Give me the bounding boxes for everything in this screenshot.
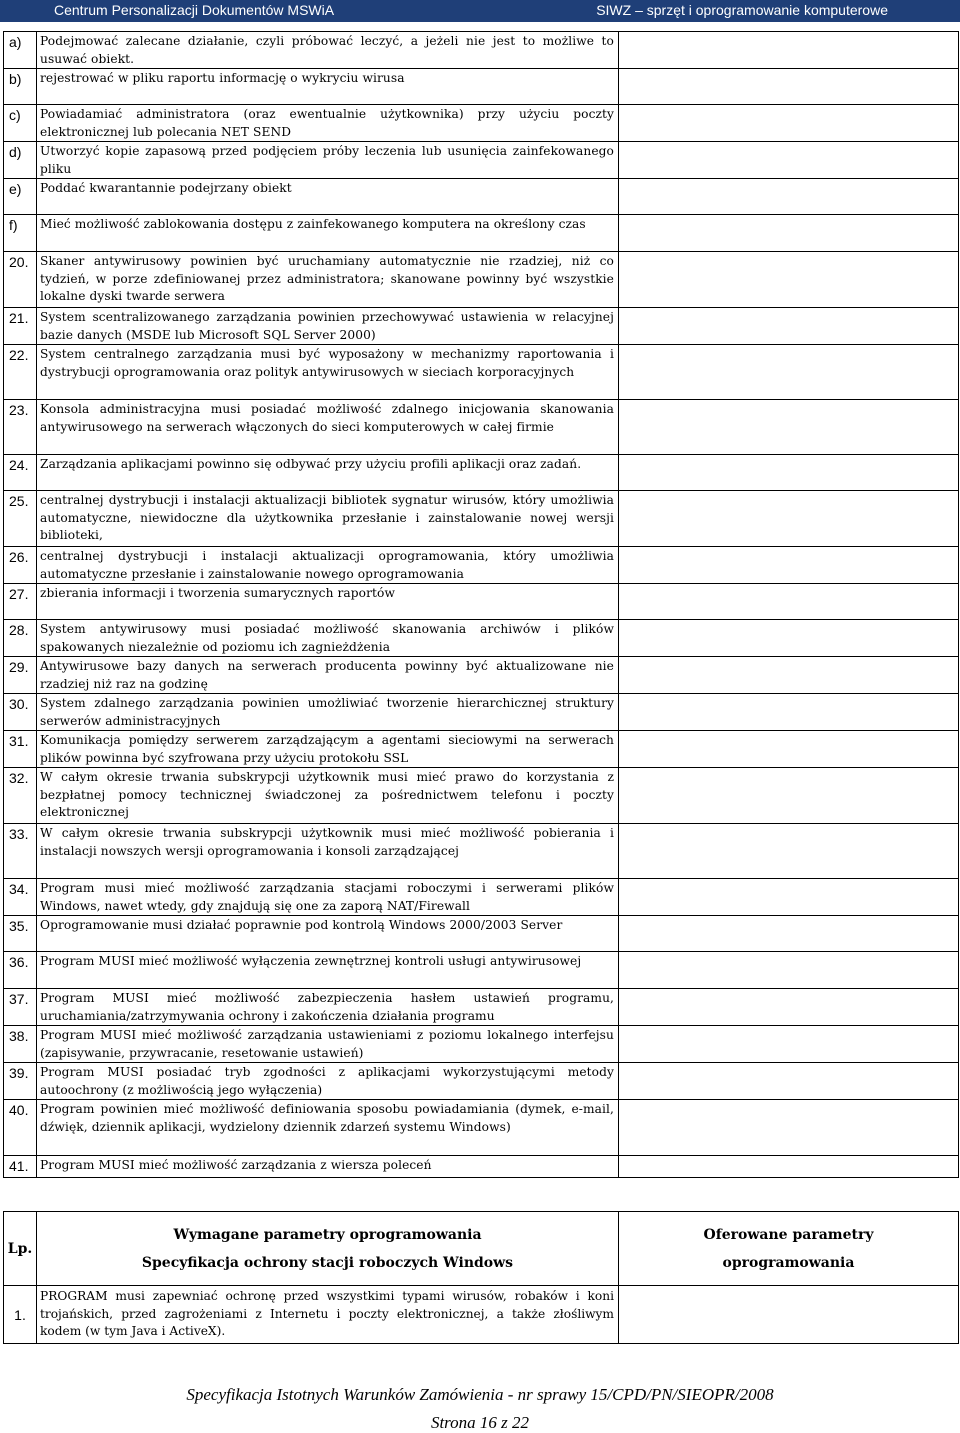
requirement-offered-cell[interactable] bbox=[619, 584, 959, 620]
requirement-offered-cell[interactable] bbox=[619, 105, 959, 142]
requirement-number: 22. bbox=[4, 345, 37, 400]
requirement-row bbox=[4, 547, 959, 584]
requirement-text: Program MUSI mieć możliwość zarządzania ustawieniami z poziomu lokalnego interfejsu (zapisywanie, przywracanie, resetowanie ustawień) bbox=[37, 1026, 619, 1063]
requirement-number: e) bbox=[4, 179, 37, 215]
requirement-text: Zarządzania aplikacjami powinno się odbywać przy użyciu profili aplikacji oraz zadań. bbox=[37, 455, 619, 491]
footer-spec-reference: Specyfikacja Istotnych Warunków Zamówienia - nr sprawy 15/CPD/PN/SIEOPR/2008 bbox=[186, 1385, 774, 1404]
requirement-offered-cell[interactable] bbox=[619, 620, 959, 657]
requirement-offered-cell[interactable] bbox=[619, 215, 959, 252]
requirement-offered-cell[interactable] bbox=[619, 1026, 959, 1063]
requirement-number: a) bbox=[4, 32, 37, 69]
requirement-text: Program musi mieć możliwość zarządzania stacjami roboczymi i serwerami plików Windows, nawet wtedy, gdy znajdują się one za zaporą NAT/Firewall bbox=[37, 879, 619, 916]
requirement-row bbox=[4, 215, 959, 252]
requirement-text: centralnej dystrybucji i instalacji aktualizacji oprogramowania, który umożliwia automatyczne przesłanie i zainstalowanie nowego oprogramowania bbox=[37, 547, 619, 584]
requirement-text: Oprogramowanie musi działać poprawnie pod kontrolą Windows 2000/2003 Server bbox=[37, 916, 619, 952]
requirement-row bbox=[4, 32, 959, 69]
requirements-table bbox=[3, 31, 959, 1178]
requirement-text: Podejmować zalecane działanie, czyli próbować leczyć, a jeżeli nie jest to możliwe to usuwać obiekt. bbox=[37, 32, 619, 69]
requirement-number: 36. bbox=[4, 952, 37, 989]
requirement-row bbox=[4, 1026, 959, 1063]
requirement-text: Mieć możliwość zablokowania dostępu z zainfekowanego komputera na określony czas bbox=[37, 215, 619, 252]
requirement-row bbox=[4, 879, 959, 916]
requirement-number: 40. bbox=[4, 1100, 37, 1156]
spec-row-offered-cell[interactable] bbox=[619, 1286, 959, 1344]
requirement-row bbox=[4, 142, 959, 179]
requirement-text: Program MUSI mieć możliwość zarządzania z wiersza poleceń bbox=[37, 1156, 619, 1178]
requirement-text: Program MUSI mieć możliwość wyłączenia zewnętrznej kontroli usługi antywirusowej bbox=[37, 952, 619, 989]
col-header-offered bbox=[619, 1212, 959, 1286]
requirement-number: d) bbox=[4, 142, 37, 179]
col-header-offered-line2: oprogramowania bbox=[722, 1254, 855, 1271]
requirement-number: 24. bbox=[4, 455, 37, 491]
spec-table-header-row bbox=[4, 1212, 959, 1286]
requirement-number: 30. bbox=[4, 694, 37, 731]
requirement-offered-cell[interactable] bbox=[619, 879, 959, 916]
requirement-offered-cell[interactable] bbox=[619, 400, 959, 455]
requirement-offered-cell[interactable] bbox=[619, 1100, 959, 1156]
requirement-text: rejestrować w pliku raportu informację o wykryciu wirusa bbox=[37, 69, 619, 105]
requirement-offered-cell[interactable] bbox=[619, 32, 959, 69]
page-header bbox=[0, 0, 960, 22]
requirement-row bbox=[4, 1156, 959, 1178]
requirement-row bbox=[4, 1063, 959, 1100]
requirements-table-body bbox=[4, 32, 959, 1178]
requirement-text: W całym okresie trwania subskrypcji użytkownik musi mieć możliwość pobierania i instalacji nowszych wersji oprogramowania i konsoli zarządzającej bbox=[37, 824, 619, 879]
requirement-text: Konsola administracyjna musi posiadać możliwość zdalnego inicjowania skanowania antywirusowego na serwerach włączonych do sieci komputerowych w całej firmie bbox=[37, 400, 619, 455]
requirement-text: System zdalnego zarządzania powinien umożliwiać tworzenie hierarchicznej struktury serwerów administracyjnych bbox=[37, 694, 619, 731]
requirement-offered-cell[interactable] bbox=[619, 952, 959, 989]
requirement-row bbox=[4, 69, 959, 105]
requirement-row bbox=[4, 1100, 959, 1156]
requirement-row bbox=[4, 455, 959, 491]
requirement-offered-cell[interactable] bbox=[619, 731, 959, 768]
requirement-number: 21. bbox=[4, 308, 37, 345]
requirement-number: 35. bbox=[4, 916, 37, 952]
requirement-row bbox=[4, 768, 959, 824]
requirement-number: 29. bbox=[4, 657, 37, 694]
col-header-required bbox=[37, 1212, 619, 1286]
requirement-text: Antywirusowe bazy danych na serwerach producenta powinny być aktualizowane nie rzadziej niż raz na godzinę bbox=[37, 657, 619, 694]
requirement-number: 25. bbox=[4, 491, 37, 547]
col-header-lp: Lp. bbox=[4, 1212, 37, 1286]
requirement-number: 23. bbox=[4, 400, 37, 455]
requirement-text: Program powinien mieć możliwość definiowania sposobu powiadamiania (dymek, e-mail, dźwięk, dziennik aplikacji, wydzielony dziennik zdarzeń systemu Windows) bbox=[37, 1100, 619, 1156]
requirement-row bbox=[4, 252, 959, 308]
requirement-number: 33. bbox=[4, 824, 37, 879]
requirement-text: Powiadamiać administratora (oraz ewentualnie użytkownika) przy użyciu poczty elektronicznej lub polecania NET SEND bbox=[37, 105, 619, 142]
requirement-offered-cell[interactable] bbox=[619, 657, 959, 694]
requirement-number: b) bbox=[4, 69, 37, 105]
requirement-number: 20. bbox=[4, 252, 37, 308]
requirement-text: System antywirusowy musi posiadać możliwość skanowania archiwów i plików spakowanych niezależnie od poziomu ich zagnieżdżenia bbox=[37, 620, 619, 657]
requirement-offered-cell[interactable] bbox=[619, 345, 959, 400]
requirement-row bbox=[4, 694, 959, 731]
requirement-offered-cell[interactable] bbox=[619, 179, 959, 215]
requirement-number: 34. bbox=[4, 879, 37, 916]
requirement-offered-cell[interactable] bbox=[619, 455, 959, 491]
requirement-number: 31. bbox=[4, 731, 37, 768]
requirement-row bbox=[4, 345, 959, 400]
requirement-text: System scentralizowanego zarządzania powinien przechowywać ustawienia w relacyjnej bazie danych (MSDE lub Microsoft SQL Server 2000) bbox=[37, 308, 619, 345]
requirement-offered-cell[interactable] bbox=[619, 142, 959, 179]
requirement-row bbox=[4, 179, 959, 215]
requirement-offered-cell[interactable] bbox=[619, 252, 959, 308]
requirement-text: System centralnego zarządzania musi być wyposażony w mechanizmy raportowania i dystrybucji oprogramowania oraz polityk antywirusowych w sieciach korporacyjnych bbox=[37, 345, 619, 400]
requirement-number: 26. bbox=[4, 547, 37, 584]
requirement-number: 41. bbox=[4, 1156, 37, 1178]
spec-row-number: 1. bbox=[4, 1286, 37, 1344]
requirement-offered-cell[interactable] bbox=[619, 694, 959, 731]
requirement-offered-cell[interactable] bbox=[619, 547, 959, 584]
requirement-row bbox=[4, 657, 959, 694]
requirement-number: 37. bbox=[4, 989, 37, 1026]
requirement-number: f) bbox=[4, 215, 37, 252]
requirement-row bbox=[4, 916, 959, 952]
requirement-offered-cell[interactable] bbox=[619, 824, 959, 879]
requirement-row bbox=[4, 824, 959, 879]
requirement-row bbox=[4, 400, 959, 455]
requirement-row bbox=[4, 731, 959, 768]
requirement-text: Poddać kwarantannie podejrzany obiekt bbox=[37, 179, 619, 215]
requirement-row bbox=[4, 105, 959, 142]
requirement-offered-cell[interactable] bbox=[619, 768, 959, 824]
col-header-required-line2: Specyfikacja ochrony stacji roboczych Windows bbox=[141, 1254, 514, 1271]
spec-row-text: PROGRAM musi zapewniać ochronę przed wszystkimi typami wirusów, robaków i koni trojańskich, przed zagrożeniami z Internetu i poczty elektronicznej, a także złośliwym kodem (w tym Java i ActiveX). bbox=[37, 1286, 619, 1344]
requirement-row bbox=[4, 584, 959, 620]
requirement-offered-cell[interactable] bbox=[619, 989, 959, 1026]
requirement-row bbox=[4, 989, 959, 1026]
requirement-row bbox=[4, 308, 959, 345]
requirement-number: 28. bbox=[4, 620, 37, 657]
requirement-text: centralnej dystrybucji i instalacji aktualizacji bibliotek sygnatur wirusów, który umożliwia automatyczne, niewidoczne dla użytkownika przesłanie i zainstalowanie nowej wersji biblioteki, bbox=[37, 491, 619, 547]
requirement-offered-cell[interactable] bbox=[619, 1156, 959, 1178]
requirement-text: W całym okresie trwania subskrypcji użytkownik musi mieć prawo do korzystania z bezpłatnej pomocy technicznej świadczonej za pośrednictwem telefonu i poczty elektronicznej bbox=[37, 768, 619, 824]
requirement-number: 39. bbox=[4, 1063, 37, 1100]
header-document-title: SIWZ – sprzęt i oprogramowanie komputerowe bbox=[596, 2, 888, 18]
col-header-offered-line1: Oferowane parametry bbox=[703, 1226, 874, 1243]
requirement-number: 38. bbox=[4, 1026, 37, 1063]
spec-table-row bbox=[4, 1286, 959, 1344]
requirement-offered-cell[interactable] bbox=[619, 1063, 959, 1100]
requirement-offered-cell[interactable] bbox=[619, 308, 959, 345]
header-organization: Centrum Personalizacji Dokumentów MSWiA bbox=[54, 2, 335, 18]
requirement-text: zbierania informacji i tworzenia sumarycznych raportów bbox=[37, 584, 619, 620]
requirement-row bbox=[4, 620, 959, 657]
requirement-offered-cell[interactable] bbox=[619, 916, 959, 952]
requirement-text: Program MUSI posiadać tryb zgodności z aplikacjami wykorzystującymi metody autoochrony (z możliwością jego wyłączenia) bbox=[37, 1063, 619, 1100]
spec-table bbox=[3, 1211, 959, 1344]
requirement-number: 27. bbox=[4, 584, 37, 620]
requirement-offered-cell[interactable] bbox=[619, 69, 959, 105]
requirement-number: 32. bbox=[4, 768, 37, 824]
requirement-offered-cell[interactable] bbox=[619, 491, 959, 547]
col-header-required-line1: Wymagane parametry oprogramowania bbox=[173, 1226, 482, 1243]
requirement-text: Komunikacja pomiędzy serwerem zarządzającym a agentami sieciowymi na serwerach plików powinna być szyfrowana przy użyciu protokołu SSL bbox=[37, 731, 619, 768]
requirement-text: Utworzyć kopie zapasową przed podjęciem próby leczenia lub usunięcia zainfekowanego pliku bbox=[37, 142, 619, 179]
requirement-text: Program MUSI mieć możliwość zabezpieczenia hasłem ustawień programu, uruchamiania/zatrzymywania ochrony i zakończenia działania programu bbox=[37, 989, 619, 1026]
requirement-row bbox=[4, 491, 959, 547]
requirement-text: Skaner antywirusowy powinien być uruchamiany automatycznie nie rzadziej, niż co tydzień, w porze zdefiniowanej przez administratora; skanowane powinny być wszystkie lokalne dyski twarde serwera bbox=[37, 252, 619, 308]
requirement-number: c) bbox=[4, 105, 37, 142]
requirement-row bbox=[4, 952, 959, 989]
footer-page-number: Strona 16 z 22 bbox=[430, 1413, 530, 1432]
